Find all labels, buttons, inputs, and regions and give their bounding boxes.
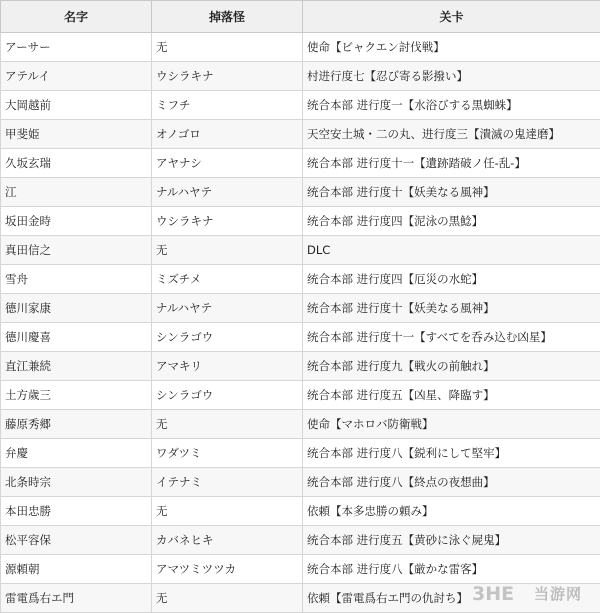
table-header-row bbox=[1, 1, 600, 33]
cell-stage: 统合本部 进行度十一【すべてを呑み込む凶星】 bbox=[303, 323, 600, 352]
cell-name: 松平容保 bbox=[1, 526, 152, 555]
cell-name: 雪舟 bbox=[1, 265, 152, 294]
cell-stage: 依頼【本多忠勝の頼み】 bbox=[303, 497, 600, 526]
table-row bbox=[1, 178, 600, 207]
cell-stage: 使命【ビャクエン討伐戦】 bbox=[303, 33, 600, 62]
cell-drop-monster: ミズチメ bbox=[152, 265, 303, 294]
cell-name: 本田忠勝 bbox=[1, 497, 152, 526]
cell-name: 源頼朝 bbox=[1, 555, 152, 584]
table-row bbox=[1, 33, 600, 62]
table-row bbox=[1, 584, 600, 613]
cell-drop-monster: 无 bbox=[152, 236, 303, 265]
cell-name: アテルイ bbox=[1, 62, 152, 91]
cell-name: 藤原秀郷 bbox=[1, 410, 152, 439]
cell-drop-monster: アマツミツツカ bbox=[152, 555, 303, 584]
cell-drop-monster: 无 bbox=[152, 497, 303, 526]
cell-drop-monster: ウシラキナ bbox=[152, 62, 303, 91]
cell-drop-monster: ミフチ bbox=[152, 91, 303, 120]
watermark-logo-text: 3HE bbox=[472, 583, 514, 604]
cell-drop-monster: シンラゴウ bbox=[152, 381, 303, 410]
cell-name: 德川家康 bbox=[1, 294, 152, 323]
cell-stage: 统合本部 进行度四【泥泳の黒鯰】 bbox=[303, 207, 600, 236]
table-row bbox=[1, 410, 600, 439]
cell-stage: 统合本部 进行度八【終点の夜想曲】 bbox=[303, 468, 600, 497]
cell-name: 弁慶 bbox=[1, 439, 152, 468]
table-row bbox=[1, 91, 600, 120]
table-row bbox=[1, 149, 600, 178]
cell-name: 北条時宗 bbox=[1, 468, 152, 497]
cell-stage: 统合本部 进行度五【凶星、降臨す】 bbox=[303, 381, 600, 410]
table-row bbox=[1, 468, 600, 497]
cell-stage: 使命【マホロバ防衛戦】 bbox=[303, 410, 600, 439]
table-row bbox=[1, 555, 600, 584]
cell-drop-monster: カバネヒキ bbox=[152, 526, 303, 555]
table-row bbox=[1, 439, 600, 468]
header-drop-monster: 掉落怪 bbox=[152, 1, 303, 33]
cell-name: 坂田金時 bbox=[1, 207, 152, 236]
cell-stage: 统合本部 进行度一【水浴びする黒蜘蛛】 bbox=[303, 91, 600, 120]
cell-name: 土方歲三 bbox=[1, 381, 152, 410]
table-row bbox=[1, 323, 600, 352]
cell-name: 雷電爲右エ門 bbox=[1, 584, 152, 613]
cell-stage: 统合本部 进行度八【厳かな雷客】 bbox=[303, 555, 600, 584]
cell-stage: 统合本部 进行度四【厄災の水蛇】 bbox=[303, 265, 600, 294]
cell-drop-monster: アヤナシ bbox=[152, 149, 303, 178]
cell-drop-monster: 无 bbox=[152, 584, 303, 613]
table-row bbox=[1, 381, 600, 410]
watermark-site-text: 当游网 bbox=[534, 583, 582, 604]
table-row bbox=[1, 352, 600, 381]
cell-stage: DLC bbox=[303, 236, 600, 265]
header-name: 名字 bbox=[1, 1, 152, 33]
cell-drop-monster: ナルハヤテ bbox=[152, 294, 303, 323]
cell-name: 直江兼続 bbox=[1, 352, 152, 381]
cell-name: 德川慶喜 bbox=[1, 323, 152, 352]
cell-name: 江 bbox=[1, 178, 152, 207]
cell-name: 真田信之 bbox=[1, 236, 152, 265]
cell-drop-monster: イテナミ bbox=[152, 468, 303, 497]
table-row bbox=[1, 236, 600, 265]
cell-drop-monster: シンラゴウ bbox=[152, 323, 303, 352]
table-body bbox=[1, 33, 600, 613]
cell-stage: 统合本部 进行度十【妖美なる風神】 bbox=[303, 294, 600, 323]
cell-drop-monster: ワダツミ bbox=[152, 439, 303, 468]
cell-stage: 统合本部 进行度五【黄砂に泳ぐ屍鬼】 bbox=[303, 526, 600, 555]
cell-stage: 统合本部 进行度十【妖美なる風神】 bbox=[303, 178, 600, 207]
cell-drop-monster: ナルハヤテ bbox=[152, 178, 303, 207]
cell-stage: 统合本部 进行度十一【遺跡踏破ノ任-乱-】 bbox=[303, 149, 600, 178]
cell-stage: 天空安土城・二の丸、进行度三【潰滅の鬼達磨】 bbox=[303, 120, 600, 149]
table-row bbox=[1, 120, 600, 149]
cell-name: 大岡越前 bbox=[1, 91, 152, 120]
cell-stage: 统合本部 进行度九【戦火の前触れ】 bbox=[303, 352, 600, 381]
cell-stage: 依頼【雷電爲右エ門の仇討ち】 bbox=[303, 584, 600, 613]
cell-stage: 统合本部 进行度八【鋭利にして堅牢】 bbox=[303, 439, 600, 468]
table-row bbox=[1, 207, 600, 236]
cell-name: 久坂玄瑞 bbox=[1, 149, 152, 178]
table-row bbox=[1, 294, 600, 323]
cell-stage: 村进行度七【忍び寄る影撥い】 bbox=[303, 62, 600, 91]
cell-drop-monster: アマキリ bbox=[152, 352, 303, 381]
table-row bbox=[1, 62, 600, 91]
table-row bbox=[1, 497, 600, 526]
cell-name: 甲斐姫 bbox=[1, 120, 152, 149]
table-row bbox=[1, 265, 600, 294]
table-row bbox=[1, 526, 600, 555]
cell-drop-monster: ウシラキナ bbox=[152, 207, 303, 236]
cell-drop-monster: 无 bbox=[152, 410, 303, 439]
header-stage: 关卡 bbox=[303, 1, 600, 33]
cell-drop-monster: オノゴロ bbox=[152, 120, 303, 149]
cell-name: アーサー bbox=[1, 33, 152, 62]
cell-drop-monster: 无 bbox=[152, 33, 303, 62]
